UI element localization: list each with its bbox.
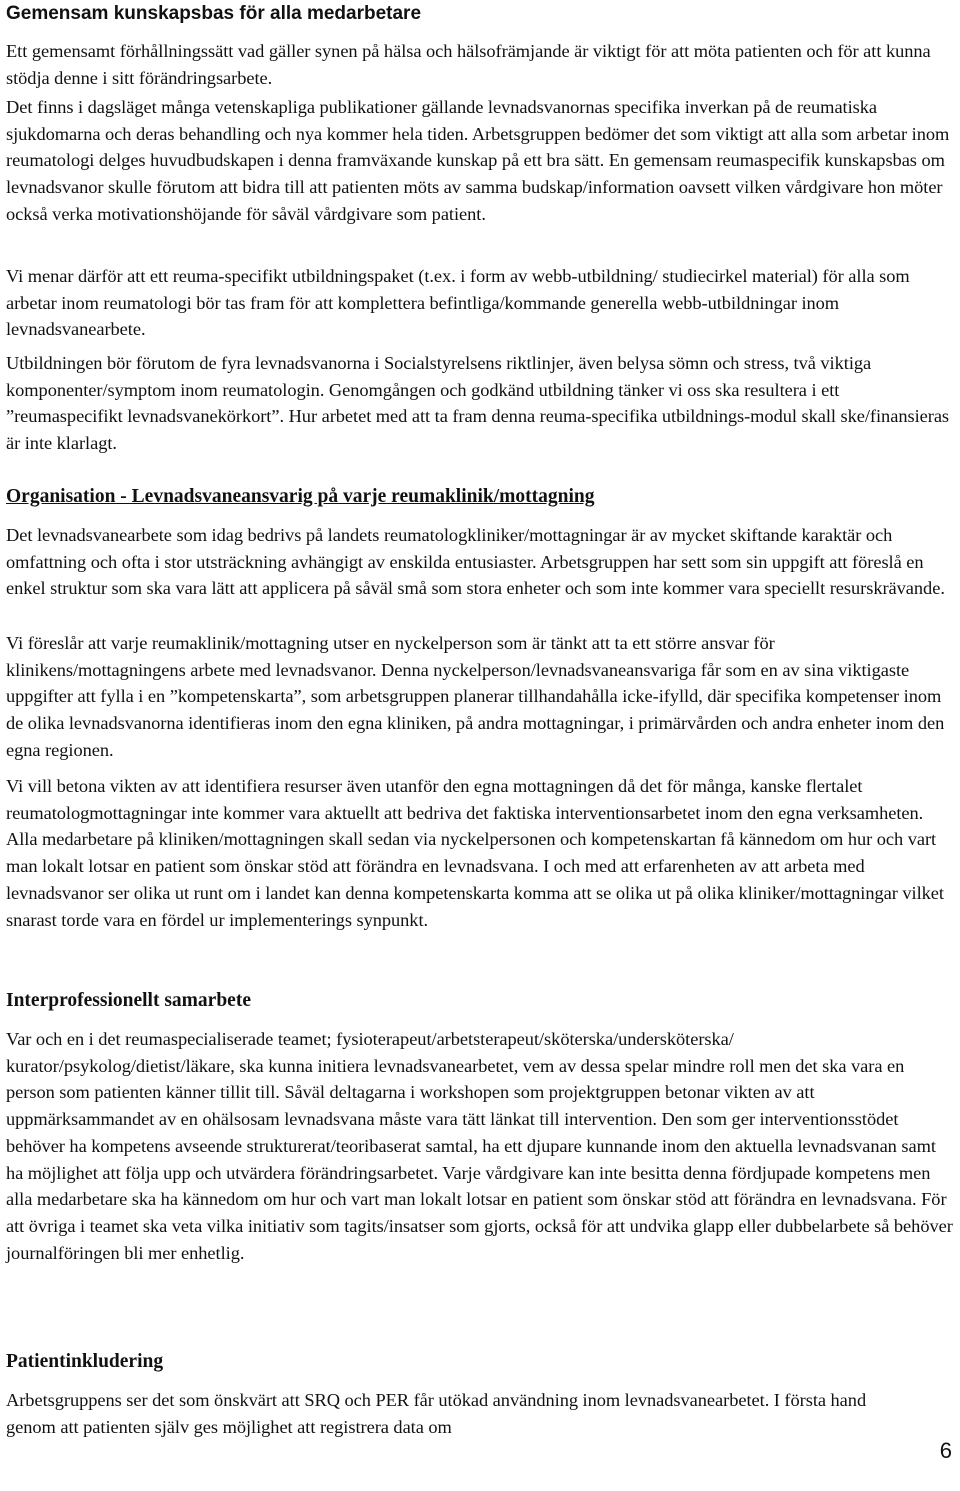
paragraph xyxy=(6,522,956,602)
section-heading: Organisation - Levnadsvaneansvarig på varje reumaklinik/mottagning xyxy=(6,486,595,507)
paragraph-text: Arbetsgruppens ser det som önskvärt att SRQ och PER får utökad användning inom levnadsvanearbetet. I första hand genom att patienten själv ges möjlighet att registrera data om xyxy=(6,1390,867,1437)
paragraph-text: Ett gemensamt förhållningssätt vad gäller synen på hälsa och hälsofrämjande är viktigt för att möta patienten och för att kunna stödja denne i sitt förändringsarbete. xyxy=(6,41,931,88)
paragraph xyxy=(6,630,956,764)
paragraph xyxy=(6,263,956,343)
page-number: 6 xyxy=(939,1438,952,1463)
section-heading: Gemensam kunskapsbas för alla medarbetare xyxy=(6,3,422,24)
paragraph xyxy=(6,350,956,457)
section-heading: Interprofessionellt samarbete xyxy=(6,990,251,1011)
paragraph xyxy=(6,94,956,228)
section-kunskapsbas xyxy=(6,0,956,26)
paragraph xyxy=(6,1026,956,1266)
paragraph-text: Vi menar därför att ett reuma-specifikt utbildningspaket (t.ex. i form av webb-utbildning/ studiecirkel material) för alla som arbetar inom reumatologi bör tas fram för att komplettera befintliga/kommande generella webb-utbildningar inom levnadsvanearbete. xyxy=(6,266,910,340)
paragraph xyxy=(6,773,956,933)
paragraph xyxy=(6,38,956,91)
section-heading: Patientinkludering xyxy=(6,1351,164,1372)
paragraph-text: Var och en i det reumaspecialiserade teamet; fysioterapeut/arbetsterapeut/sköterska/undersköterska/ kurator/psykolog/dietist/läkare, ska kunna initiera levnadsvanearbetet, vem av dessa spelar mindre roll men det ska vara en person som patienten känner tillit till. Såväl deltagarna i workshopen som projektgruppen betonar vikten av att uppmärksammandet av en ohälsosam levnadsvana måste vara tätt länkat till intervention. Den som ger interventionsstödet behöver ha kompetens avseende strukturerat/teoribaserat samtal, ha ett djupare kunnande inom den aktuella levnadsvanan samt ha möjlighet att följa upp och utvärdera förändringsarbetet. Varje vårdgivare kan inte besitta denna fördjupade kompetens men alla medarbetare ska ha kännedom om hur och vart man lokalt lotsar en patient som önskar stöd att förändra en levnadsvana. För att övriga i teamet ska veta vilka initiativ som tagits/insatser som gjorts, också för att undvika glapp eller dubbelarbete så behöver journalföringen bli mer enhetlig. xyxy=(6,1029,953,1263)
paragraph-text: Vi vill betona vikten av att identifiera resurser även utanför den egna mottagningen då det för många, kanske flertalet reumatologmottagningar inte kommer vara aktuellt att bedriva det faktiska interventionsarbetet inom den egna verksamheten. Alla medarbetare på kliniken/mottagningen skall sedan via nyckelpersonen och kompetenskartan få kännedom om hur och vart man lokalt lotsar en patient som önskar stöd att förändra en levnadsvana. I och med att erfarenheten av att arbeta med levnadsvanor ser olika ut runt om i landet kan denna kompetenskarta komma att se olika ut på olika kliniker/mottagningar vilket snarast torde vara en fördel ur implementerings synpunkt. xyxy=(6,776,944,930)
section-organisation xyxy=(6,484,956,510)
section-interprofessionellt xyxy=(6,988,956,1014)
paragraph-text: Det levnadsvanearbete som idag bedrivs på landets reumatologkliniker/mottagningar är av mycket skiftande karaktär och omfattning och ofta i stor utsträckning avhängigt av enskilda entusiaster. Arbetsgruppen har sett som sin uppgift att föreslå en enkel struktur som ska vara lätt att applicera på såväl små som stora enheter och som inte kommer vara speciellt resurskrävande. xyxy=(6,525,945,599)
section-patientinkludering xyxy=(6,1349,956,1375)
paragraph-text: Vi föreslår att varje reumaklinik/mottagning utser en nyckelperson som är tänkt att ta ett större ansvar för klinikens/mottagningens arbete med levnadsvanor. Denna nyckelperson/levnadsvaneansvariga får som en av sina viktigaste uppgifter att fylla i en ”kompetenskarta”, som arbetsgruppen planerar tillhandahålla icke-ifylld, där specifika kompetenser inom de olika levnadsvanorna identifieras inom den egna kliniken, på andra mottagningar, i primärvården och andra enheter inom den egna regionen. xyxy=(6,633,945,760)
paragraph-text: Utbildningen bör förutom de fyra levnadsvanorna i Socialstyrelsens riktlinjer, även belysa sömn och stress, två viktiga komponenter/symptom inom reumatologin. Genomgången och godkänd utbildning tänker vi oss ska resultera i ett ”reumaspecifikt levnadsvanekörkort”. Hur arbetet med att ta fram denna reuma-specifika utbildnings-modul skall ske/finansieras är inte klarlagt. xyxy=(6,353,950,454)
paragraph xyxy=(6,1387,906,1440)
paragraph-text: Det finns i dagsläget många vetenskapliga publikationer gällande levnadsvanornas specifika inverkan på de reumatiska sjukdomarna och deras behandling och nya kommer hela tiden. Arbetsgruppen bedömer det som viktigt att alla som arbetar inom reumatologi delges huvudbudskapen i denna framväxande kunskap på ett bra sätt. En gemensam reumaspecifik kunskapsbas om levnadsvanor skulle förutom att bidra till att patienten möts av samma budskap/information oavsett vilken vårdgivare hon möter också verka motivationshöjande för såväl vårdgivare som patient. xyxy=(6,97,950,224)
